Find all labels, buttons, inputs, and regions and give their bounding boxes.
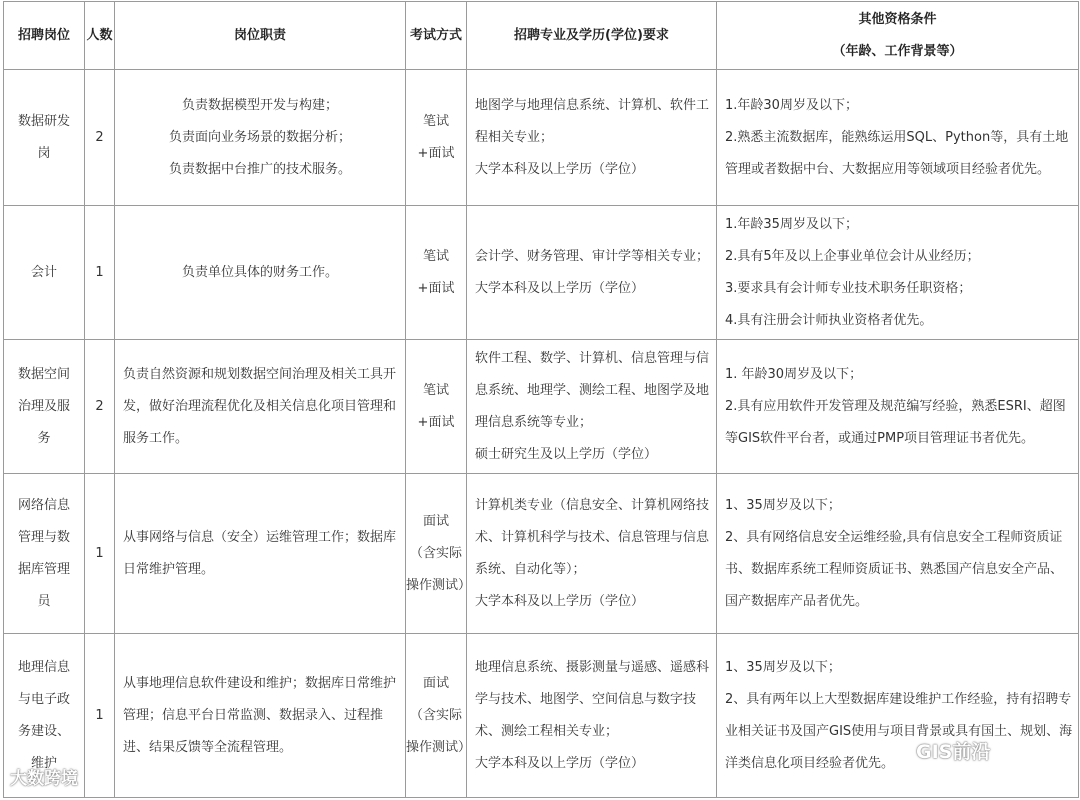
cell-line: 面试 <box>422 513 449 529</box>
row-position: 网络信息管理与数据库管理员 <box>4 474 85 634</box>
row-requirements <box>467 340 717 474</box>
cell-line: 笔试 <box>422 382 449 398</box>
row-requirements <box>467 634 717 798</box>
row-other <box>717 70 1079 206</box>
header-other-line1: 其他资格条件 <box>858 11 937 27</box>
row-duties <box>115 206 406 340</box>
row-duties <box>115 634 406 798</box>
cell-line: 面试 <box>422 675 449 691</box>
cell-line: 负责单位具体的财务工作。 <box>181 264 338 280</box>
row-other <box>717 206 1079 340</box>
cell-line: 大学本科及以上学历（学位） <box>475 593 645 609</box>
cell-line: 4.具有注册会计师执业资格者优先。 <box>725 312 933 328</box>
row-other <box>717 634 1079 798</box>
cell-line: 从事地理信息软件建设和维护；数据库日常维护管理；信息平台日常监测、数据录入、过程推进、结果反馈等全流程管理。 <box>123 675 397 755</box>
row-position: 地理信息与电子政务建设、维护 <box>4 634 85 798</box>
watermark-right: GIS前沿 <box>916 741 991 763</box>
cell-line: （含实际操作测试） <box>406 545 472 593</box>
row-count: 2 <box>85 340 115 474</box>
row-exam <box>406 70 467 206</box>
table-row <box>4 206 1079 340</box>
row-exam <box>406 206 467 340</box>
row-requirements <box>467 474 717 634</box>
cell-line: 2.具有应用软件开发管理及规范编写经验，熟悉ESRI、超图等GIS软件平台者，或通过PMP项目管理证书者优先。 <box>725 398 1066 446</box>
row-count: 1 <box>85 634 115 798</box>
cell-line: +面试 <box>417 145 455 161</box>
row-position: 数据研发岗 <box>4 70 85 206</box>
cell-line: 3.要求具有会计师专业技术职务任职资格； <box>725 280 972 296</box>
cell-line: 硕士研究生及以上学历（学位） <box>475 446 658 462</box>
row-duties <box>115 340 406 474</box>
cell-line: 地图学与地理信息系统、计算机、软件工程相关专业； <box>475 97 710 145</box>
cell-line: 大学本科及以上学历（学位） <box>475 280 645 296</box>
recruitment-table <box>3 1 1079 798</box>
row-requirements <box>467 206 717 340</box>
table-row <box>4 474 1079 634</box>
row-duties <box>115 70 406 206</box>
cell-line: 1. 年龄30周岁及以下； <box>725 366 863 382</box>
header-count: 人数 <box>85 2 115 70</box>
cell-line: 会计学、财务管理、审计学等相关专业； <box>475 248 710 264</box>
cell-line: 1、35周岁及以下； <box>725 497 841 513</box>
row-duties <box>115 474 406 634</box>
watermark-left: 大数跨境 <box>10 769 78 789</box>
table-row <box>4 70 1079 206</box>
cell-line: +面试 <box>417 414 455 430</box>
cell-line: +面试 <box>417 280 455 296</box>
cell-line: 1、35周岁及以下； <box>725 659 841 675</box>
row-position: 数据空间治理及服务 <box>4 340 85 474</box>
table-row <box>4 340 1079 474</box>
row-position: 会计 <box>4 206 85 340</box>
cell-line: 负责数据中台推广的技术服务。 <box>168 161 351 177</box>
row-other <box>717 340 1079 474</box>
cell-line: 软件工程、数学、计算机、信息管理与信息系统、地理学、测绘工程、地图学及地理信息系统等专业； <box>475 350 710 430</box>
header-exam: 考试方式 <box>406 2 467 70</box>
cell-line: 2、具有网络信息安全运维经验,具有信息安全工程师资质证书、数据库系统工程师资质证书、熟悉国产信息安全产品、国产数据库产品者优先。 <box>725 529 1064 609</box>
cell-line: 负责面向业务场景的数据分析； <box>168 129 351 145</box>
cell-line: 从事网络与信息（安全）运维管理工作；数据库日常维护管理。 <box>123 529 397 577</box>
row-requirements <box>467 70 717 206</box>
header-duties: 岗位职责 <box>115 2 406 70</box>
row-exam <box>406 474 472 634</box>
cell-line: 笔试 <box>422 248 449 264</box>
cell-line: 2.具有5年及以上企事业单位会计从业经历； <box>725 248 980 264</box>
cell-line: 负责自然资源和规划数据空间治理及相关工具开发，做好治理流程优化及相关信息化项目管理和服务工作。 <box>123 366 397 446</box>
table-row <box>4 634 1079 798</box>
cell-line: 2.熟悉主流数据库，能熟练运用SQL、Python等，具有土地管理或者数据中台、大数据应用等领域项目经验者优先。 <box>725 129 1069 177</box>
header-row <box>4 2 1079 70</box>
cell-line: 地理信息系统、摄影测量与遥感、遥感科学与技术、地图学、空间信息与数字技术、测绘工程相关专业； <box>475 659 710 739</box>
cell-line: 1.年龄35周岁及以下； <box>725 216 858 232</box>
cell-line: （含实际操作测试） <box>406 707 472 755</box>
row-count: 2 <box>85 70 115 206</box>
cell-line: 计算机类专业（信息安全、计算机网络技术、计算机科学与技术、信息管理与信息系统、自动化等）； <box>475 497 710 577</box>
cell-line: 2、具有两年以上大型数据库建设维护工作经验，持有招聘专业相关证书及国产GIS使用与项目背景或具有国土、规划、海洋类信息化项目经验者优先。 <box>725 691 1073 771</box>
header-other <box>717 2 1079 70</box>
row-exam <box>406 340 467 474</box>
header-requirements: 招聘专业及学历(学位)要求 <box>467 2 717 70</box>
row-exam <box>406 634 472 798</box>
cell-line: 大学本科及以上学历（学位） <box>475 755 645 771</box>
row-count: 1 <box>85 474 115 634</box>
cell-line: 负责数据模型开发与构建； <box>181 97 338 113</box>
cell-line: 1.年龄30周岁及以下； <box>725 97 858 113</box>
cell-line: 笔试 <box>422 113 449 129</box>
cell-line: 大学本科及以上学历（学位） <box>475 161 645 177</box>
row-other <box>717 474 1079 634</box>
row-count: 1 <box>85 206 115 340</box>
header-position: 招聘岗位 <box>4 2 85 70</box>
header-other-line2: （年龄、工作背景等） <box>832 43 963 59</box>
